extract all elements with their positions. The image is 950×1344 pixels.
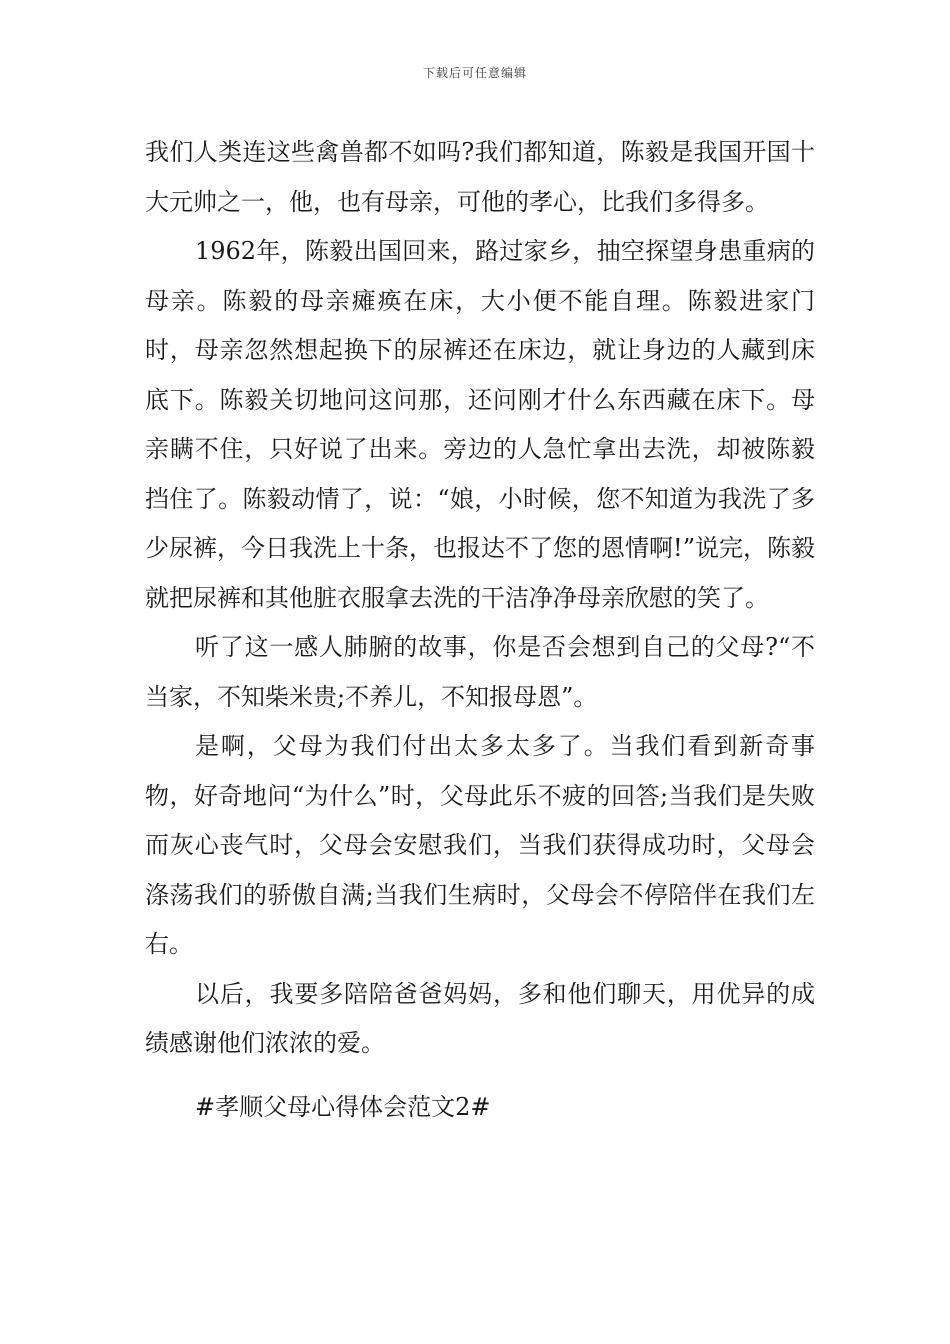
- paragraph-reflection: 听了这一感人肺腑的故事，你是否会想到自己的父母?“不当家，不知柴米贵;不养儿，不知报母恩”。: [145, 633, 815, 711]
- paragraph-continuation: 我们人类连这些禽兽都不如吗?我们都知道，陈毅是我国开国十大元帅之一，他，也有母亲，可他的孝心，比我们多得多。: [145, 138, 815, 216]
- document-body: [145, 128, 815, 1132]
- paragraph-resolution: 以后，我要多陪陪爸爸妈妈，多和他们聊天，用优异的成绩感谢他们浓浓的爱。: [145, 979, 815, 1057]
- section-heading: #孝顺父母心得体会范文2#: [195, 1092, 491, 1121]
- page-header: 下载后可任意编辑: [422, 66, 527, 80]
- paragraph-chen-yi-story: 1962年，陈毅出国回来，路过家乡，抽空探望身患重病的母亲。陈毅的母亲瘫痪在床，大小便不能自理。陈毅进家门时，母亲忽然想起换下的尿裤还在床边，就让身边的人藏到床底下。陈毅关切地问这问那，还问刚才什么东西藏在床下。母亲瞒不住，只好说了出来。旁边的人急忙拿出去洗，却被陈毅挡住了。陈毅动情了，说：“娘，小时候，您不知道为我洗了多少尿裤，今日我洗上十条，也报达不了您的恩情啊!”说完，陈毅就把尿裤和其他脏衣服拿去洗的干洁净净母亲欣慰的笑了。: [145, 237, 815, 612]
- paragraph-parents-sacrifice: 是啊，父母为我们付出太多太多了。当我们看到新奇事物，好奇地问“为什么”时，父母此乐不疲的回答;当我们是失败而灰心丧气时，父母会安慰我们，当我们获得成功时，父母会涤荡我们的骄傲自满;当我们生病时，父母会不停陪伴在我们左右。: [145, 732, 815, 958]
